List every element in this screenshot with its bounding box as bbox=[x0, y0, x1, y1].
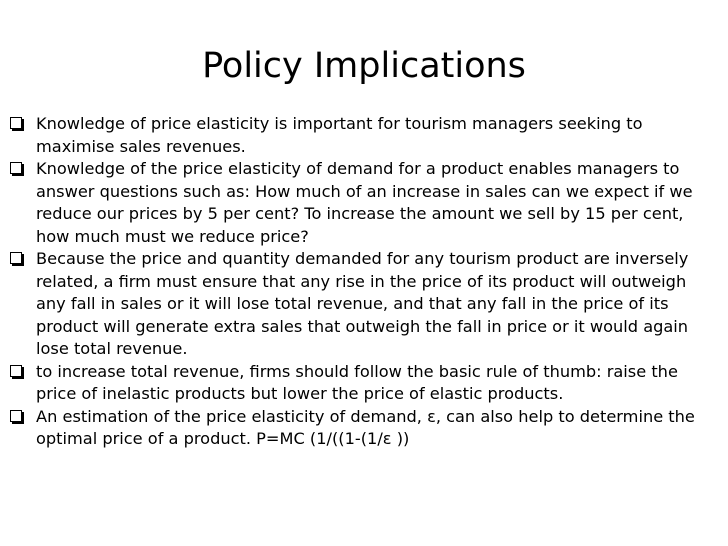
bullet-text-2: Knowledge of the price elasticity of demand for a product enables managers to answer questions such as: How much of an increase in sales can we expect if we reduce our prices by 5 per cent? To increase the amount we sell by 15 per cent, how much must we reduce price? bbox=[36, 159, 693, 246]
checkbox-bullet-icon bbox=[10, 365, 22, 377]
bullet-item-4 bbox=[10, 361, 705, 406]
bullet-text-4: to increase total revenue, firms should follow the basic rule of thumb: raise the price of inelastic products but lower the price of elastic products. bbox=[36, 361, 678, 403]
checkbox-bullet-icon bbox=[10, 117, 22, 129]
bullet-text-5: An estimation of the price elasticity of demand, ε, can also help to determine the optimal price of a product. P=MC (1/((1-(1/ε )) bbox=[36, 406, 695, 448]
bullet-text-1: Knowledge of price elasticity is important for tourism managers seeking to maximise sales revenues. bbox=[36, 114, 643, 156]
checkbox-bullet-icon bbox=[10, 252, 22, 264]
bullet-list bbox=[10, 113, 705, 451]
bullet-item-2 bbox=[10, 158, 705, 248]
bullet-item-3 bbox=[10, 248, 705, 361]
bullet-item-5 bbox=[10, 406, 705, 451]
bullet-item-1 bbox=[10, 113, 705, 158]
checkbox-bullet-icon bbox=[10, 162, 22, 174]
bullet-text-3: Because the price and quantity demanded for any tourism product are inversely related, a firm must ensure that any rise in the price of its product will outweigh any fall in sales or it will lose total revenue, and that any fall in the price of its product will generate extra sales that outweigh the fall in price or it would again lose total revenue. bbox=[36, 249, 689, 358]
slide-title: Policy Implications bbox=[202, 46, 526, 86]
checkbox-bullet-icon bbox=[10, 410, 22, 422]
